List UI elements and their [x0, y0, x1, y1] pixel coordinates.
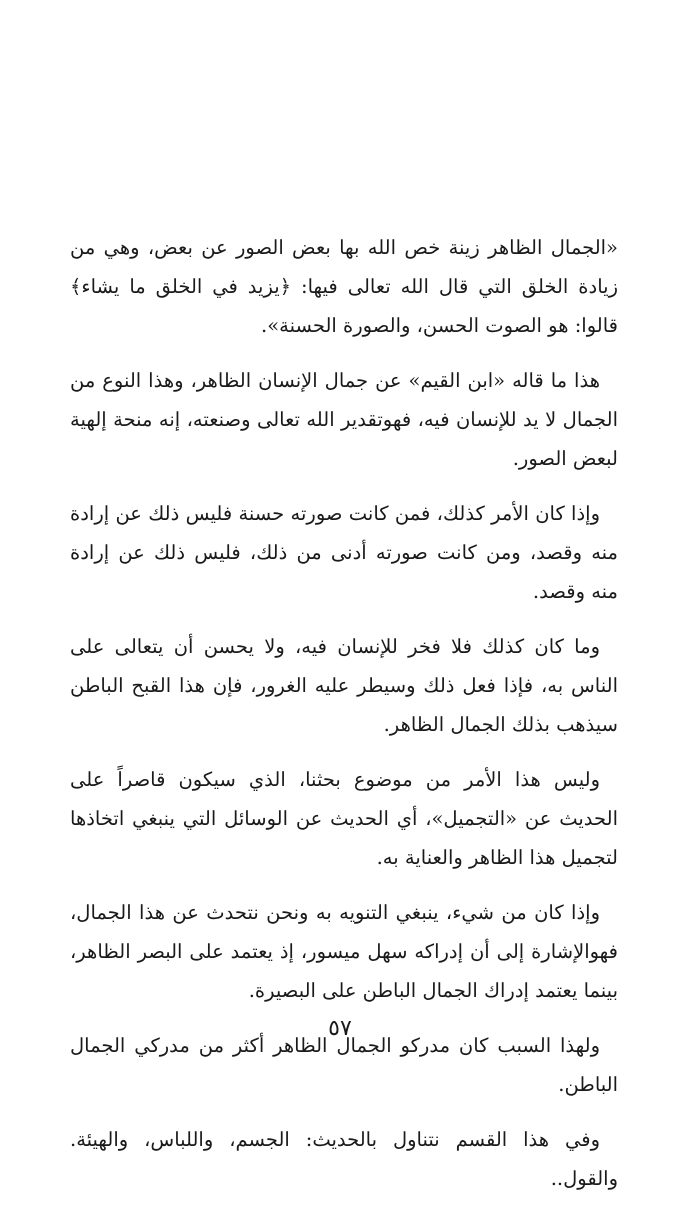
page-body [70, 228, 618, 1214]
paragraph-3: وإذا كان الأمر كذلك، فمن كانت صورته حسنة فليس ذلك عن إرادة منه وقصد، ومن كانت صورته أدنى من ذلك، فليس ذلك عن إرادة منه وقصد. [70, 502, 618, 603]
paragraph-4: وما كان كذلك فلا فخر للإنسان فيه، ولا يحسن أن يتعالى على الناس به، فإذا فعل ذلك وسيطر عليه الغرور، فإن هذا القبح الباطن سيذهب بذلك الجمال الظاهر. [70, 635, 618, 736]
paragraph-8: وفي هذا القسم نتناول بالحديث: الجسم، واللباس، والهيئة. والقول.. [70, 1128, 618, 1190]
page-number: ٥٧ [328, 1016, 352, 1041]
paragraph-7: ولهذا السبب كان مدركو الجمال الظاهر أكثر من مدركي الجمال الباطن. [70, 1034, 618, 1096]
paragraph-5: وليس هذا الأمر من موضوع بحثنا، الذي سيكون قاصراً على الحديث عن «التجميل»، أي الحديث عن الوسائل التي ينبغي اتخاذها لتجميل هذا الظاهر والعناية به. [70, 768, 618, 869]
paragraph-6: وإذا كان من شيء، ينبغي التنويه به ونحن نتحدث عن هذا الجمال، فهوالإشارة إلى أن إدراكه سهل ميسور، إذ يعتمد على البصر الظاهر، بينما يعتمد إدراك الجمال الباطن على البصيرة. [70, 901, 618, 1002]
paragraph-2: هذا ما قاله «ابن القيم» عن جمال الإنسان الظاهر، وهذا النوع من الجمال لا يد للإنسان فيه، فهوتقدير الله تعالى وصنعته، إنه منحة إلهية لبعض الصور. [70, 369, 618, 470]
paragraph-1: «الجمال الظاهر زينة خص الله بها بعض الصور عن بعض، وهي من زيادة الخلق التي قال الله تعالى فيها: ﴿يزيد في الخلق ما يشاء﴾ قالوا: هو الصوت الحسن، والصورة الحسنة». [70, 236, 618, 337]
